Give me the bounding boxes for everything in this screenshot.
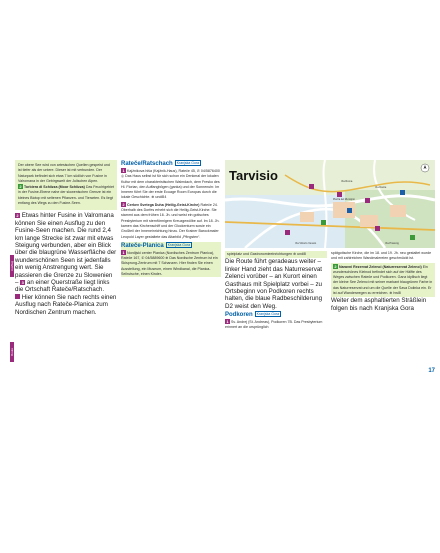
svg-text:Piazza del Municipio: Piazza del Municipio — [333, 198, 355, 201]
poi-entry-title: Naravni Rezervat Zelenci (Naturreservat Zelenci) — [339, 264, 422, 269]
region-tag: Kranjska Gora — [167, 242, 191, 247]
excursion-marker — [15, 294, 20, 299]
svg-text:Via Priesnig: Via Priesnig — [385, 242, 399, 245]
poi-entry-text: Nordijski center Planica (Nordisches Zentrum Planica), Rateče 167, ✆ 04/5889600 ⊕ Das Nordische Zentrum ist ein Skisprung-Zentrum mit 7 Schanzen. Hier finden Sie einen Ausstellung, ein Museum, einen Windkanal, die Planica-Seilrutsche, einen Kinder- — [121, 250, 218, 277]
poi-entry-kajznik — [121, 168, 221, 201]
below-map-left — [225, 251, 327, 331]
info-box-item — [18, 184, 114, 206]
section-heading-ratece — [121, 160, 221, 168]
planica-continued: spielplatz und Gastronomieeinrichtungen ⊕ und⊞ — [225, 251, 327, 258]
page-number: 17 — [428, 368, 435, 374]
poi-entry-zelenci — [331, 263, 435, 298]
town-map — [225, 160, 435, 248]
poi-entry-st-andreas — [225, 319, 327, 331]
poi-entry-text: Sv. Andrej (St. Andreas), Podkoren 7B. Das Presbyterium erinnert an die ursprünglich — [225, 320, 323, 330]
route-paragraph-3: Hier können Sie nach rechts einen Ausflug nach Rateče-Planica zum Nordischen Zentrum machen. — [15, 293, 117, 316]
route-side-tab: Route — [10, 342, 14, 362]
poi-number-badge: 2 — [19, 184, 22, 190]
poi-entry-text: Ein wunderschönes Kleinod befindet sich auf der Hälfte des Weges zwischen Rateče und Podkoren. Ganz idyllisch liegt der kleine See Zelenci mit seiner markant blaugrünen Farbe in das Naturreservat und um die Quelle der Sava Dolinka ein. Er ist auf Wanderwegen zu erreichen. ⊕ hw⊞ — [333, 264, 433, 296]
route-paragraph-podkoren: Die Route führt geradeaus weiter – linker Hand zieht das Naturreservat Zelenci vorüber – an Kurort einen Gasthaus mit Spielplatz vorbei – zu Ortsbeginn von Podkoren rechts halten, die blaue Radbeschilderung D2 weist den Weg. — [225, 258, 323, 310]
poi-entry-planica — [121, 250, 221, 277]
map-title: Tarvisio — [229, 168, 278, 183]
excursion-side-tab: Ausflug — [10, 255, 14, 277]
poi-number-badge: 1 — [226, 319, 229, 325]
region-tag: Kranjska Gora — [256, 312, 280, 317]
info-box-item-title: Torbiera di Schiizza (Moor Schiizza) — [24, 185, 85, 190]
column-middle — [121, 160, 221, 277]
section-heading-podkoren — [225, 311, 327, 319]
st-andreas-continued: spätgotische Kirche, die im 18. und 19. Jh. neu gestaltet wurde und mit zahlreichen Wandmalereien geschmückt ist. — [331, 251, 432, 261]
poi-entry-text: Rateče 24. Oberhalb des Dorfes erhebt sich die Heilig-Geist-Kirche. Sie stammt aus dem frühen 16. Jh. und weist ein gotisches Presbyterium mit sternförmigem Kreuzgewölbe auf. Im 18. Jh. kamen das Kirchenschiff und der Glockenturm sowie ein Großteil der Inneneinrichtung hinzu. Der Krainer Barockmaler Leopold Layer gestaltete das Altarbild „Pfingsten“. — [121, 202, 220, 239]
info-box — [15, 160, 117, 210]
section-heading-podkoren-text: Podkoren — [225, 312, 253, 319]
route-paragraph-2: Sie passieren die Grenze zu Slowenien – — [15, 264, 113, 287]
section-heading-planica — [121, 242, 221, 250]
poi-number-badge: 2 — [334, 263, 337, 269]
route-number-badge: 2 — [16, 213, 19, 219]
poi-entry-text: Kajžnikova hiša (Kajžnik-Haus), Rateče 45, ✆ 04/5876400 ◎ Das Haus selbst ist für sich schon ein Denkmal der lokalen Kultur mit dem charakteristischen Walmdach, dem Fresko des Hl. Florian, den Auffangbögen (ganka) und der Sonnenuhr. Im Inneren führt Sie der erste Ecuage Room Europas durch die lokale Geschichte. ⊕ und⊞4 — [121, 169, 220, 200]
below-map-right — [331, 251, 435, 312]
poi-number-badge: 1 — [122, 168, 125, 173]
poi-number-badge: 2 — [122, 201, 125, 207]
svg-text:Via Roma: Via Roma — [341, 180, 353, 183]
region-tag: Kranjska Gora — [176, 161, 200, 165]
route-text — [15, 212, 117, 316]
route-paragraph-kranjska: Weiter dem asphaltierten Sträßlein folgen bis nach Kranjska Gora — [331, 297, 427, 312]
guidebook-page — [10, 160, 435, 380]
column-left — [10, 160, 117, 357]
route-paragraph-2b: an einer Querstraße liegt links die Ortschaft Rateče/Ratschach. — [15, 279, 110, 294]
route-paragraph-1: Etwas hinter Fusine in Valromana können Sie einen Ausflug zu den Fusine-Seen machen. Die rund 2,4 km lange Strecke ist zwar mit etwas Steigung verbunden, aber ein Blick über die blaugrüne Wasserfläche der wunderschönen Seen ist jedenfalls ein wenig Anstrengung wert. — [15, 212, 117, 272]
poi-entry-title: Cerkev Svetega Duha (Heilig-Geist-Kirche) — [127, 202, 200, 207]
svg-text:Via Vittorio Veneto: Via Vittorio Veneto — [295, 242, 317, 245]
poi-number-badge: 1 — [122, 249, 125, 255]
section-heading-planica-text: Rateče-Planica — [121, 242, 164, 249]
info-box-text: Der obere See wird von artesischen Quellen gespeist und ist tiefer als der untere. Dieser ist mit verbunden. Der Naturpark befindet sich etwa 7 km südlich von Fusine in Valromana in der Gebirgswelt der Julischen Alpen. — [18, 163, 110, 183]
poi-entry-church — [121, 202, 221, 240]
route-number-badge-3: 3 — [21, 280, 24, 286]
info-box-item-text: Das Feuchtgebiet in der Fusine-Ebene nahe der slowenischen Grenze ist ein kleines Biotop mit seltenen Pflanzen- und Tierarten. Es liegt entlang des Wegs zu den Fusine-Seen. — [18, 185, 115, 206]
svg-text:Via Dante: Via Dante — [375, 186, 387, 189]
column-right — [225, 160, 435, 380]
section-heading-ratece-text: Rateče/Ratschach — [121, 161, 173, 167]
